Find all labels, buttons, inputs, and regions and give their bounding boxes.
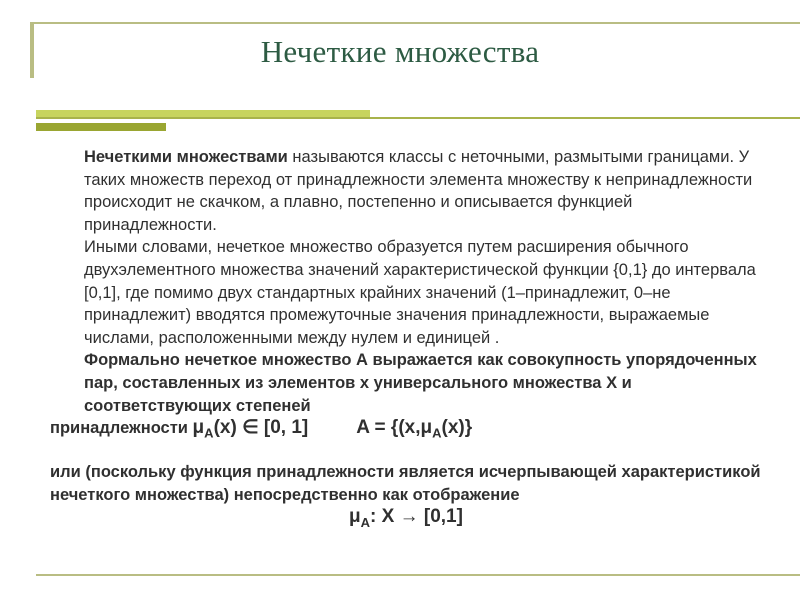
definition-text: называются классы с неточными, размытыми границами. У таких множеств переход от принадлежности элемента множеству к непринадлежности происходит не скачком, а плавно, постепенно и описывается функцией принадлежности. [84, 148, 753, 234]
mu-symbol: μ [192, 417, 205, 439]
paragraph-explanation: Иными словами, нечеткое множество образуется путем расширения обычного двухэлементного множества значений характеристической функции {0,1} до интервала [0,1], где помимо двух стандартных крайних значений (1–принадлежит, 0–не принадлежит) вводятся промежуточные значения принадлежности, выражаемые числами, расположенными между нулем и единицей . [84, 238, 756, 347]
mu-subscript-3: A [360, 515, 371, 530]
formula-mapping [50, 506, 762, 534]
decor-bar-dark [36, 123, 166, 131]
formula-membership [50, 417, 762, 445]
frame-top-line [30, 22, 800, 24]
mu-symbol-2: μ [420, 417, 433, 439]
paragraph-definition [50, 146, 762, 236]
formula-prefix: принадлежности [50, 419, 193, 438]
formula-expr2: A = {(x, [356, 417, 421, 439]
paragraph-formal: Формально нечеткое множество А выражается как совокупность упорядоченных пар, составленных из элементов х универсального множества Х и соответствующих степеней [84, 351, 757, 415]
slide-content [50, 146, 762, 535]
slide-title: Нечеткие множества [260, 34, 540, 69]
mu-subscript-2: A [432, 425, 442, 441]
mu-subscript: A [204, 425, 214, 441]
term-bold: Нечеткими множествами [84, 148, 288, 166]
formula-expr1: (x) ∈ [0, 1] [213, 417, 309, 439]
decor-bar-line [36, 117, 800, 119]
mu-symbol-3: μ [349, 506, 361, 528]
frame-bottom-line [36, 574, 800, 576]
mapping-expr: : X → [0,1] [370, 506, 463, 528]
paragraph-mapping: или (поскольку функция принадлежности является исчерпывающей характеристикой нечеткого множества) непосредственно как отображение [50, 463, 761, 504]
formula-expr2-end: (x)} [441, 417, 473, 439]
